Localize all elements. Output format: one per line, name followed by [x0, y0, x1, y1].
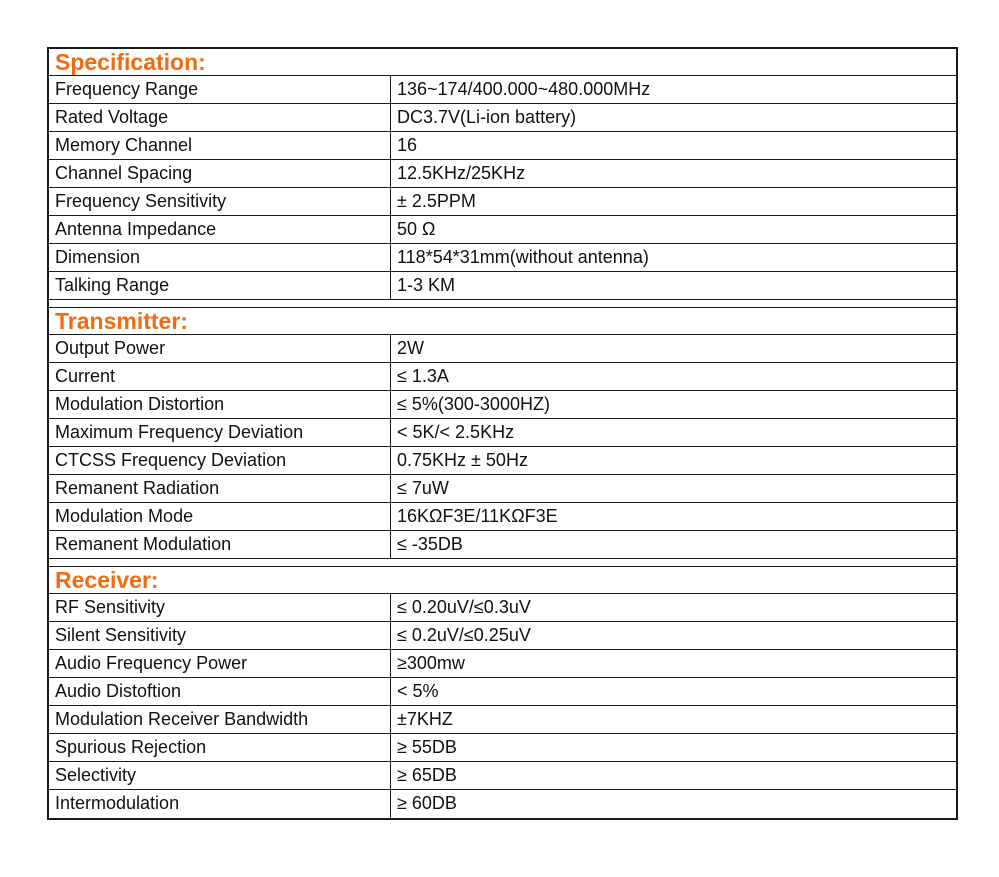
table-row	[49, 531, 956, 559]
row-label: Audio Distoftion	[49, 678, 391, 705]
row-label: Modulation Distortion	[49, 391, 391, 418]
table-row	[49, 335, 956, 363]
row-value: < 5%	[397, 681, 439, 701]
row-value: ≥300mw	[397, 653, 465, 673]
row-label: Remanent Modulation	[49, 531, 391, 558]
row-label: Rated Voltage	[49, 104, 391, 131]
row-value: DC3.7V(Li-ion battery)	[397, 107, 577, 127]
row-value: ≤ 1.3A	[397, 366, 449, 386]
row-value: 2W	[397, 338, 424, 358]
table-row	[49, 594, 956, 622]
table-row	[49, 391, 956, 419]
row-label: RF Sensitivity	[49, 594, 391, 621]
row-value: 16	[397, 135, 418, 155]
table-row	[49, 188, 956, 216]
table-row	[49, 160, 956, 188]
row-label: Selectivity	[49, 762, 391, 789]
row-label: Audio Frequency Power	[49, 650, 391, 677]
row-value: ≤ -35DB	[397, 534, 463, 554]
row-label: Modulation Receiver Bandwidth	[49, 706, 391, 733]
row-value: 50 Ω	[397, 219, 436, 239]
row-label: Silent Sensitivity	[49, 622, 391, 649]
table-row	[49, 363, 956, 391]
spec-table	[47, 47, 958, 820]
row-label: Current	[49, 363, 391, 390]
row-value: 12.5KHz/25KHz	[397, 163, 526, 183]
row-label: CTCSS Frequency Deviation	[49, 447, 391, 474]
row-value: 136~174/400.000~480.000MHz	[397, 79, 651, 99]
table-row	[49, 76, 956, 104]
table-row	[49, 790, 956, 818]
row-label: Spurious Rejection	[49, 734, 391, 761]
row-value: 118*54*31mm(without antenna)	[397, 247, 649, 267]
row-label: Dimension	[49, 244, 391, 271]
table-row	[49, 272, 956, 300]
row-label: Output Power	[49, 335, 391, 362]
section-divider	[49, 300, 956, 308]
table-row	[49, 104, 956, 132]
section-title-receiver: Receiver:	[49, 567, 956, 594]
row-label: Maximum Frequency Deviation	[49, 419, 391, 446]
row-value: 16KΩF3E/11KΩF3E	[397, 506, 558, 526]
row-value: ≥ 65DB	[397, 765, 457, 785]
table-row	[49, 475, 956, 503]
section-title-specification: Specification:	[49, 49, 956, 76]
row-label: Antenna Impedance	[49, 216, 391, 243]
row-value: ≤ 0.20uV/≤0.3uV	[397, 597, 531, 617]
row-label: Modulation Mode	[49, 503, 391, 530]
table-row	[49, 132, 956, 160]
row-value: ≤ 7uW	[397, 478, 449, 498]
table-row	[49, 734, 956, 762]
row-value: 1-3 KM	[397, 275, 456, 295]
row-label: Channel Spacing	[49, 160, 391, 187]
table-row	[49, 650, 956, 678]
row-label: Talking Range	[49, 272, 391, 299]
row-value: ≥ 60DB	[397, 793, 457, 813]
row-value: ≤ 5%(300-3000HZ)	[397, 394, 550, 414]
section-divider	[49, 559, 956, 567]
row-value: < 5K/< 2.5KHz	[397, 422, 515, 442]
row-value: ±7KHZ	[397, 709, 453, 729]
table-row	[49, 622, 956, 650]
row-value: ± 2.5PPM	[397, 191, 476, 211]
table-row	[49, 244, 956, 272]
table-row	[49, 419, 956, 447]
row-label: Intermodulation	[49, 790, 391, 818]
section-title-transmitter: Transmitter:	[49, 308, 956, 335]
table-row	[49, 706, 956, 734]
row-label: Remanent Radiation	[49, 475, 391, 502]
row-value: 0.75KHz ± 50Hz	[397, 450, 528, 470]
table-row	[49, 503, 956, 531]
table-row	[49, 447, 956, 475]
row-label: Memory Channel	[49, 132, 391, 159]
row-value: ≥ 55DB	[397, 737, 457, 757]
row-label: Frequency Sensitivity	[49, 188, 391, 215]
table-row	[49, 216, 956, 244]
table-row	[49, 762, 956, 790]
row-label: Frequency Range	[49, 76, 391, 103]
table-row	[49, 678, 956, 706]
row-value: ≤ 0.2uV/≤0.25uV	[397, 625, 531, 645]
